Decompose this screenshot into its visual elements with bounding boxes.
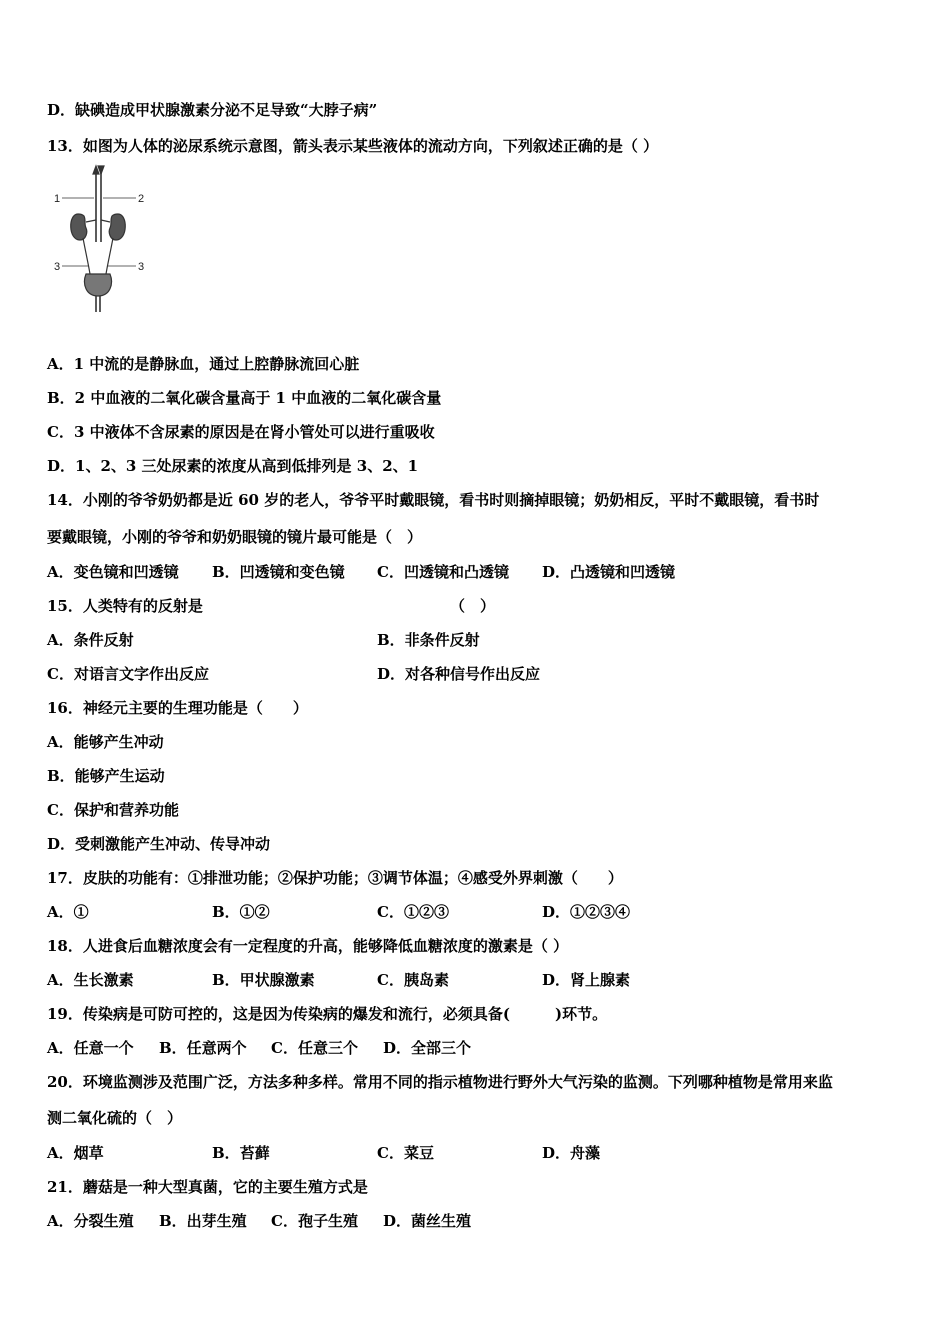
q21-stem: 21．蘑菇是一种大型真菌，它的主要生殖方式是: [47, 1178, 368, 1196]
q19-option-a: A．任意一个: [47, 1039, 134, 1057]
q15-option-a: A．条件反射: [47, 631, 134, 649]
q13-option-a: A．1 中流的是静脉血，通过上腔静脉流回心脏: [47, 355, 360, 373]
q21-option-d: D．菌丝生殖: [383, 1212, 472, 1230]
q16-option-d: D．受刺激能产生冲动、传导冲动: [47, 835, 271, 853]
q18-stem: 18．人进食后血糖浓度会有一定程度的升高，能够降低血糖浓度的激素是（ ）: [47, 937, 569, 955]
q18-option-b: B．甲状腺激素: [212, 971, 315, 989]
q20-stem-line1: 20．环境监测涉及范围广泛，方法多种多样。常用不同的指示植物进行野外大气污染的监测。下列哪种植物是常用来监: [47, 1073, 833, 1091]
q15-options-row2: [47, 664, 540, 684]
q15-stem: [47, 596, 495, 616]
q17-option-d: D．①②③④: [542, 903, 631, 921]
q16-option-b: B．能够产生运动: [47, 767, 165, 785]
q20-stem-line2: 测二氧化硫的（ ）: [47, 1109, 183, 1127]
q14-option-a: A．变色镜和凹透镜: [47, 563, 179, 581]
q19-stem: 19．传染病是可防可控的，这是因为传染病的爆发和流行，必须具备( )环节。: [47, 1005, 608, 1023]
q16-option-c: C．保护和营养功能: [47, 801, 179, 819]
q19-option-d: D．全部三个: [383, 1039, 472, 1057]
q14-option-d: D．凸透镜和凹透镜: [542, 563, 676, 581]
q15-answer-paren: （ ）: [450, 597, 496, 615]
q15-option-c: C．对语言文字作出反应: [47, 665, 209, 683]
q14-option-b: B．凹透镜和变色镜: [212, 563, 345, 581]
q14-stem-line2: 要戴眼镜，小刚的爷爷和奶奶眼镜的镜片最可能是（ ）: [47, 528, 423, 546]
q17-stem: 17．皮肤的功能有：①排泄功能；②保护功能；③调节体温；④感受外界刺激（ ）: [47, 869, 623, 887]
q17-option-b: B．①②: [212, 903, 270, 921]
q20-options: [47, 1143, 600, 1163]
q21-option-a: A．分裂生殖: [47, 1212, 134, 1230]
q21-option-b: B．出芽生殖: [159, 1212, 247, 1230]
q15-option-b: B．非条件反射: [377, 631, 480, 649]
q13-stem: 13．如图为人体的泌尿系统示意图，箭头表示某些液体的流动方向，下列叙述正确的是（ ）: [47, 137, 659, 155]
q19-option-c: C．任意三个: [271, 1039, 358, 1057]
q15-options-row1: [47, 630, 480, 650]
q14-stem-line1: 14．小刚的爷爷奶奶都是近 60 岁的老人，爷爷平时戴眼镜，看书时则摘掉眼镜；奶奶相反，平时不戴眼镜，看书时: [47, 491, 820, 509]
q12-option-d: D．缺碘造成甲状腺激素分泌不足导致“大脖子病”: [47, 101, 378, 119]
figure-label-3-left: 3: [54, 261, 61, 273]
figure-label-1: 1: [54, 193, 61, 205]
q14-option-c: C．凹透镜和凸透镜: [377, 563, 509, 581]
figure-label-3-right: 3: [138, 261, 145, 273]
urinary-system-figure: [50, 162, 150, 314]
q21-option-c: C．孢子生殖: [271, 1212, 358, 1230]
q18-options: [47, 970, 630, 990]
q13-option-b: B．2 中血液的二氧化碳含量高于 1 中血液的二氧化碳含量: [47, 389, 442, 407]
q20-option-d: D．舟藻: [542, 1144, 601, 1162]
q17-option-a: A．①: [47, 903, 89, 921]
q19-options: [47, 1038, 471, 1058]
q18-option-d: D．肾上腺素: [542, 971, 631, 989]
q17-options: [47, 902, 630, 922]
q16-option-a: A．能够产生冲动: [47, 733, 164, 751]
q18-option-a: A．生长激素: [47, 971, 134, 989]
q13-option-c: C．3 中液体不含尿素的原因是在肾小管处可以进行重吸收: [47, 423, 435, 441]
q19-option-b: B．任意两个: [159, 1039, 247, 1057]
q20-option-c: C．菜豆: [377, 1144, 434, 1162]
q17-option-c: C．①②③: [377, 903, 449, 921]
q20-option-a: A．烟草: [47, 1144, 104, 1162]
q14-options: [47, 562, 675, 582]
q13-option-d: D．1、2、3 三处尿素的浓度从高到低排列是 3、2、1: [47, 457, 419, 475]
q20-option-b: B．苔藓: [212, 1144, 270, 1162]
q15-option-d: D．对各种信号作出反应: [377, 665, 541, 683]
q15-stem-text: 15．人类特有的反射是: [47, 597, 203, 615]
figure-label-2: 2: [138, 193, 145, 205]
q21-options: [47, 1211, 471, 1231]
q18-option-c: C．胰岛素: [377, 971, 449, 989]
q16-stem: 16．神经元主要的生理功能是（ ）: [47, 699, 308, 717]
